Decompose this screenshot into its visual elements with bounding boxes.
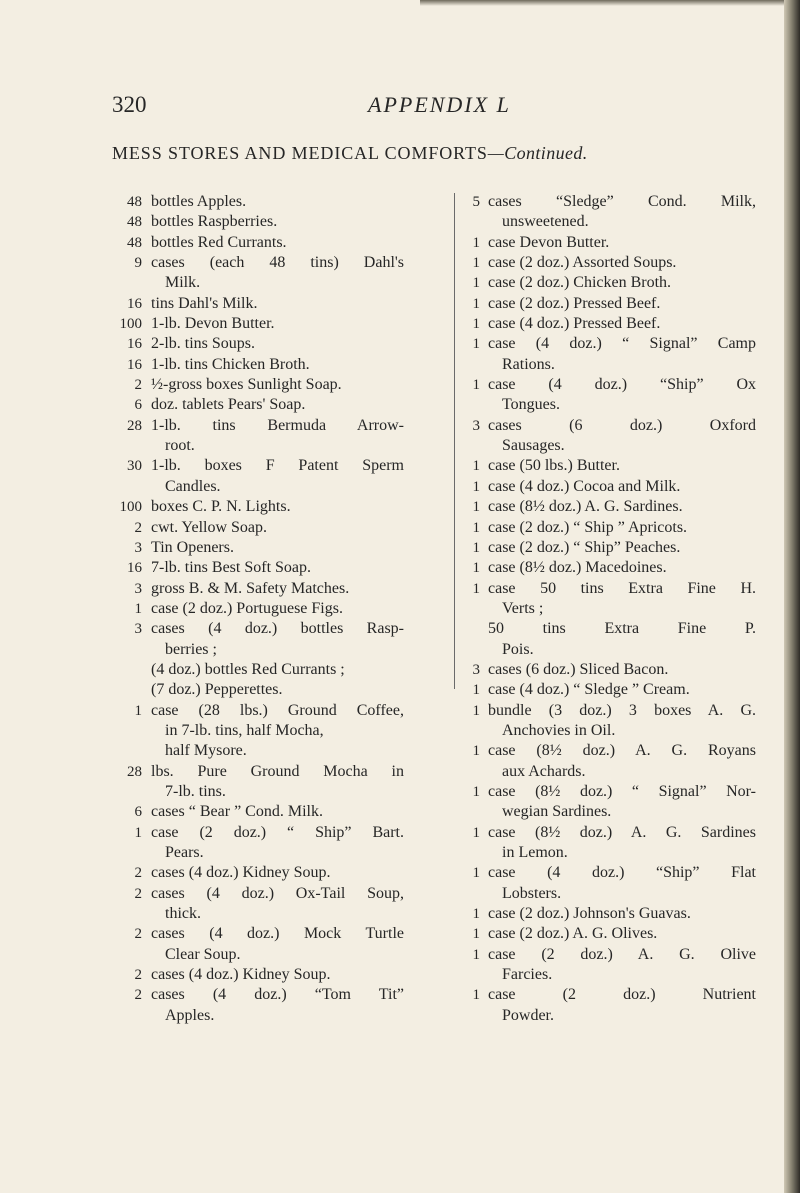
item-text-line: case (4 doz.) “Ship” Ox [488, 376, 756, 394]
list-item [114, 965, 404, 985]
item-quantity: 2 [134, 377, 142, 394]
item-text-line: 1-lb. tins Bermuda Arrow- [151, 416, 404, 434]
item-text-line: in Lemon. [502, 844, 568, 861]
list-item [114, 497, 404, 517]
item-text-line: Anchovies in Oil. [502, 721, 616, 739]
item-quantity: 1 [472, 275, 480, 292]
item-text-line: Verts ; [502, 599, 544, 617]
item-text-line: wegian Sardines. [502, 803, 612, 821]
item-text-line: case (2 doz.) Assorted Soups. [488, 254, 677, 272]
list-item [466, 823, 756, 864]
item-quantity: 1 [472, 824, 480, 841]
list-item [114, 253, 404, 294]
item-quantity: 1 [134, 702, 142, 719]
item-quantity: 1 [472, 987, 480, 1004]
list-item [466, 294, 756, 314]
item-quantity: 100 [119, 316, 142, 333]
item-text-line: case (8½ doz.) A. G. Royans [488, 742, 756, 760]
list-item [466, 619, 756, 660]
item-text-line: case (4 doz.) “ Sledge ” Cream. [488, 681, 690, 699]
item-text-line: thick. [165, 905, 201, 923]
list-item [114, 884, 404, 925]
item-text-line: cases (6 doz.) Sliced Bacon. [488, 660, 669, 678]
item-text-line: case (2 doz.) Nutrient [488, 986, 756, 1004]
item-text-line: case (2 doz.) Pressed Beef. [488, 294, 661, 312]
item-quantity: 3 [134, 580, 142, 597]
list-item [114, 212, 404, 232]
item-text-line: half Mysore. [165, 742, 247, 760]
list-item [114, 538, 404, 558]
item-text-line: (4 doz.) bottles Red Currants ; [151, 660, 345, 678]
list-item [114, 863, 404, 883]
list-item [466, 273, 756, 293]
list-item [114, 416, 404, 457]
list-item [466, 782, 756, 823]
list-item [114, 985, 404, 1026]
item-quantity: 1 [472, 336, 480, 353]
item-quantity: 2 [134, 865, 142, 882]
item-text-line: berries ; [165, 640, 217, 658]
list-item [466, 579, 756, 620]
list-item [114, 619, 404, 660]
item-text-line: 7-lb. tins Best Soft Soap. [151, 559, 312, 577]
item-text-line: cases (6 doz.) Oxford [488, 416, 756, 434]
item-text-line: case (4 doz.) “ Signal” Camp [488, 335, 756, 353]
item-quantity: 1 [472, 865, 480, 882]
item-text-line: Lobsters. [502, 884, 562, 902]
item-text-line: cases (4 doz.) Kidney Soup. [151, 864, 331, 882]
list-item [466, 456, 756, 476]
list-item [114, 823, 404, 864]
item-text-line: unsweetened. [502, 213, 589, 231]
list-item [466, 660, 756, 680]
list-item [466, 538, 756, 558]
section-title-text: MESS STORES AND MEDICAL COMFORTS [112, 143, 488, 163]
item-text-line: cases (4 doz.) Kidney Soup. [151, 966, 331, 984]
item-text-line: bottles Red Currants. [151, 233, 287, 251]
item-text-line: case (4 doz.) “Ship” Flat [488, 864, 756, 882]
left-column [114, 192, 404, 1026]
list-item [466, 334, 756, 375]
item-text-line: case (2 doz.) A. G. Olives. [488, 925, 658, 943]
item-quantity: 6 [134, 397, 142, 414]
item-quantity: 16 [127, 560, 142, 577]
item-text-line: boxes C. P. N. Lights. [151, 498, 291, 516]
list-item [466, 233, 756, 253]
item-text-line: case (2 doz.) Portuguese Figs. [151, 599, 343, 617]
item-text-line: case Devon Butter. [488, 233, 610, 251]
item-quantity: 48 [127, 214, 142, 231]
item-quantity: 1 [472, 906, 480, 923]
item-quantity: 1 [472, 478, 480, 495]
item-quantity: 2 [134, 967, 142, 984]
item-text-line: cases (4 doz.) bottles Rasp- [151, 620, 404, 638]
item-text-line: case (2 doz.) Chicken Broth. [488, 274, 672, 292]
right-column [466, 192, 756, 1026]
item-quantity: 3 [134, 539, 142, 556]
list-item [466, 518, 756, 538]
item-text-line: case (2 doz.) A. G. Olive [488, 945, 756, 963]
item-quantity: 3 [134, 621, 142, 638]
item-quantity: 3 [472, 661, 480, 678]
list-item [114, 314, 404, 334]
list-item [114, 192, 404, 212]
list-item [114, 680, 404, 700]
item-quantity: 1 [472, 499, 480, 516]
item-quantity: 1 [472, 377, 480, 394]
item-quantity: 1 [472, 255, 480, 272]
item-quantity: 2 [134, 926, 142, 943]
item-text-line: tins Dahl's Milk. [151, 294, 258, 312]
item-text-line: Tongues. [502, 396, 560, 414]
item-text-line: case (4 doz.) Pressed Beef. [488, 315, 661, 333]
item-text-line: 1-lb. Devon Butter. [151, 315, 275, 333]
item-text-line: case 50 tins Extra Fine H. [488, 579, 756, 597]
list-item [114, 518, 404, 538]
item-text-line: in 7-lb. tins, half Mocha, [165, 721, 324, 739]
item-quantity: 28 [127, 763, 142, 780]
list-item [466, 375, 756, 416]
item-quantity: 2 [134, 519, 142, 536]
item-text-line: case (2 doz.) Johnson's Guavas. [488, 905, 691, 923]
item-text-line: case (2 doz.) “ Ship” Peaches. [488, 538, 681, 556]
item-text-line: Sausages. [502, 437, 565, 455]
list-item [466, 416, 756, 457]
item-quantity: 16 [127, 295, 142, 312]
list-item [466, 985, 756, 1026]
page-number: 320 [112, 92, 147, 117]
list-item [466, 924, 756, 944]
list-item [114, 375, 404, 395]
item-text-line: case (8½ doz.) Macedoines. [488, 559, 667, 577]
running-head: APPENDIX L [368, 92, 511, 117]
item-text-line: Pears. [165, 844, 204, 861]
item-quantity: 6 [134, 804, 142, 821]
item-text-line: root. [165, 437, 195, 455]
item-quantity: 28 [127, 417, 142, 434]
item-quantity: 30 [127, 458, 142, 475]
list-item [466, 863, 756, 904]
item-text-line: Rations. [502, 355, 555, 373]
item-quantity: 1 [472, 743, 480, 760]
item-quantity: 1 [472, 316, 480, 333]
item-text-line: lbs. Pure Ground Mocha in [151, 762, 404, 780]
item-text-line: gross B. & M. Safety Matches. [151, 579, 350, 597]
item-quantity: 1 [472, 295, 480, 312]
item-quantity: 3 [472, 417, 480, 434]
item-text-line: Clear Soup. [165, 945, 241, 963]
list-item [466, 741, 756, 782]
item-text-line: case (8½ doz.) A. G. Sardines [488, 823, 756, 841]
item-text-line: Milk. [165, 274, 201, 292]
page-edge [784, 0, 800, 1193]
item-quantity: 2 [134, 987, 142, 1004]
item-text-line: ½-gross boxes Sunlight Soap. [151, 376, 342, 394]
item-quantity: 1 [472, 234, 480, 251]
list-item [114, 233, 404, 253]
item-text-line: cwt. Yellow Soap. [151, 518, 268, 536]
item-text-line: case (28 lbs.) Ground Coffee, [151, 701, 404, 719]
item-text-line: Apples. [165, 1006, 215, 1024]
item-text-line: aux Achards. [502, 762, 586, 780]
list-item [114, 395, 404, 415]
list-item [114, 558, 404, 578]
section-title-continued: —Continued. [487, 143, 588, 163]
item-quantity: 1 [472, 946, 480, 963]
page-shadow [420, 0, 784, 6]
list-item [114, 334, 404, 354]
item-text-line: bottles Apples. [151, 193, 247, 210]
list-item [114, 456, 404, 497]
item-quantity: 9 [134, 255, 142, 272]
item-text-line: Farcies. [502, 966, 553, 984]
item-text-line: Powder. [502, 1006, 554, 1024]
item-text-line: 1-lb. boxes F Patent Sperm [151, 457, 404, 475]
section-title [112, 143, 588, 164]
item-text-line: cases (4 doz.) Ox-Tail Soup, [151, 884, 404, 902]
item-text-line: 50 tins Extra Fine P. [488, 620, 756, 638]
item-text-line: Tin Openers. [151, 538, 234, 556]
column-divider [454, 193, 455, 689]
item-text-line: case (2 doz.) “ Ship” Bart. [151, 823, 404, 841]
list-item [114, 802, 404, 822]
item-quantity: 1 [472, 580, 480, 597]
list-item [114, 599, 404, 619]
item-text-line: case (4 doz.) Cocoa and Milk. [488, 477, 681, 495]
item-quantity: 5 [472, 194, 480, 210]
item-text-line: case (2 doz.) “ Ship ” Apricots. [488, 518, 688, 536]
item-quantity: 1 [472, 783, 480, 800]
item-quantity: 2 [134, 885, 142, 902]
item-quantity: 1 [472, 682, 480, 699]
item-quantity: 1 [472, 926, 480, 943]
list-item [466, 701, 756, 742]
item-quantity: 1 [472, 539, 480, 556]
item-text-line: Pois. [502, 640, 534, 658]
item-text-line: cases (each 48 tins) Dahl's [151, 254, 404, 272]
list-item [466, 904, 756, 924]
list-item [114, 660, 404, 680]
item-quantity: 1 [472, 560, 480, 577]
item-text-line: 2-lb. tins Soups. [151, 335, 256, 353]
item-text-line: case (8½ doz.) “ Signal” Nor- [488, 782, 756, 800]
list-item [466, 314, 756, 334]
item-quantity: 1 [134, 824, 142, 841]
item-quantity: 1 [472, 702, 480, 719]
list-item [114, 294, 404, 314]
item-text-line: cases (4 doz.) “Tom Tit” [151, 986, 404, 1004]
item-text-line: 7-lb. tins. [165, 782, 226, 800]
list-item [466, 253, 756, 273]
list-item [466, 558, 756, 578]
item-text-line: (7 doz.) Pepperettes. [151, 681, 283, 699]
item-quantity: 48 [127, 194, 142, 210]
item-text-line: cases “ Bear ” Cond. Milk. [151, 803, 323, 821]
list-item [114, 701, 404, 762]
list-item [114, 355, 404, 375]
list-item [466, 945, 756, 986]
item-quantity: 100 [119, 499, 142, 516]
item-quantity: 48 [127, 234, 142, 251]
item-text-line: case (50 lbs.) Butter. [488, 457, 620, 475]
list-item [466, 192, 756, 233]
list-item [466, 497, 756, 517]
list-item [114, 762, 404, 803]
item-text-line: Candles. [165, 477, 221, 495]
item-text-line: 1-lb. tins Chicken Broth. [151, 355, 310, 373]
item-quantity: 1 [472, 519, 480, 536]
item-text-line: cases “Sledge” Cond. Milk, [488, 193, 756, 210]
item-quantity: 1 [472, 458, 480, 475]
list-item [466, 477, 756, 497]
list-item [114, 579, 404, 599]
list-item [466, 680, 756, 700]
item-text-line: bottles Raspberries. [151, 213, 278, 231]
item-text-line: doz. tablets Pears' Soap. [151, 396, 306, 414]
item-quantity: 16 [127, 336, 142, 353]
item-quantity: 1 [134, 600, 142, 617]
item-quantity: 16 [127, 356, 142, 373]
list-item [114, 924, 404, 965]
item-text-line: bundle (3 doz.) 3 boxes A. G. [488, 701, 756, 719]
item-text-line: case (8½ doz.) A. G. Sardines. [488, 498, 683, 516]
item-text-line: cases (4 doz.) Mock Turtle [151, 925, 404, 943]
